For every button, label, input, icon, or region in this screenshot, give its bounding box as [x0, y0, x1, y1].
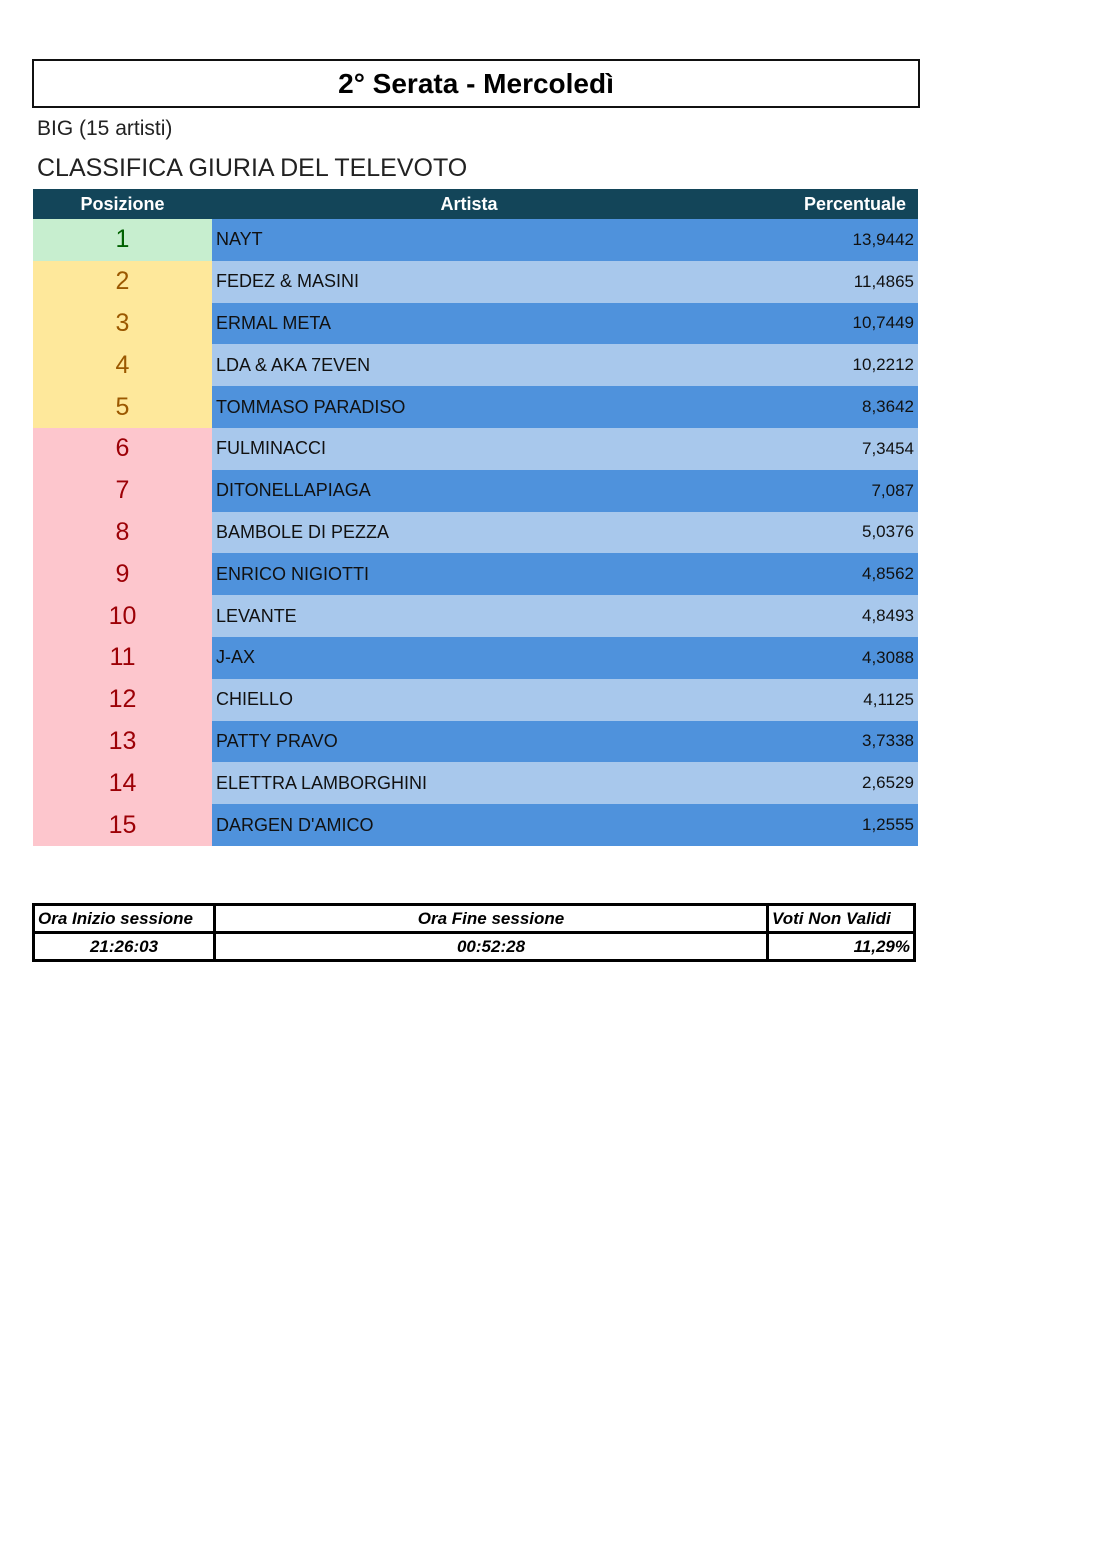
- ranking-header-row: [33, 189, 918, 219]
- row-percent: 11,4865: [853, 271, 914, 291]
- row-artist: FULMINACCI: [216, 438, 327, 459]
- table-row: [33, 721, 918, 763]
- row-position: 14: [33, 762, 212, 804]
- row-percent: 2,6529: [862, 773, 914, 793]
- row-percent: 4,3088: [862, 647, 914, 667]
- session-info-table: [32, 903, 916, 962]
- row-artist: FEDEZ & MASINI: [216, 271, 360, 292]
- session-start-label: Ora Inizio sessione: [34, 905, 215, 933]
- row-percent: 10,7449: [852, 313, 914, 333]
- table-row: [33, 553, 918, 595]
- table-row: [33, 679, 918, 721]
- row-artist: BAMBOLE DI PEZZA: [216, 521, 390, 542]
- row-position: 7: [33, 470, 212, 512]
- table-row: [33, 261, 918, 303]
- row-percent: 4,8562: [862, 564, 914, 584]
- row-position: 6: [33, 428, 212, 470]
- row-position: 8: [33, 512, 212, 554]
- session-start-value: 21:26:03: [34, 933, 215, 961]
- row-artist: NAYT: [216, 229, 263, 250]
- session-end-label: Ora Fine sessione: [215, 905, 768, 933]
- table-row: [33, 428, 918, 470]
- row-position: 9: [33, 553, 212, 595]
- table-row: [33, 386, 918, 428]
- row-position: 4: [33, 344, 212, 386]
- table-row: [33, 762, 918, 804]
- row-position: 10: [33, 595, 212, 637]
- row-percent: 7,087: [871, 480, 914, 500]
- table-row: [33, 512, 918, 554]
- table-row: [33, 470, 918, 512]
- header-position: Posizione: [80, 193, 165, 214]
- row-position: 3: [33, 303, 212, 345]
- row-artist: ELETTRA LAMBORGHINI: [216, 772, 428, 793]
- row-percent: 7,3454: [862, 438, 914, 458]
- row-artist: J-AX: [216, 647, 256, 668]
- row-artist: DITONELLAPIAGA: [216, 480, 371, 501]
- row-percent: 3,7338: [862, 731, 914, 751]
- row-artist: ERMAL META: [216, 312, 332, 333]
- row-artist: PATTY PRAVO: [216, 730, 338, 751]
- row-percent: 4,1125: [863, 689, 914, 709]
- row-percent: 13,9442: [852, 229, 914, 249]
- row-artist: LDA & AKA 7EVEN: [216, 354, 371, 375]
- row-position: 1: [33, 219, 212, 261]
- session-end-value: 00:52:28: [215, 933, 768, 961]
- row-artist: DARGEN D'AMICO: [216, 814, 374, 835]
- header-artist: Artista: [440, 193, 498, 214]
- row-position: 2: [33, 261, 212, 303]
- row-percent: 1,2555: [862, 815, 914, 835]
- page-title: 2° Serata - Mercoledì: [32, 59, 920, 108]
- row-position: 5: [33, 386, 212, 428]
- category-subtitle: BIG (15 artisti): [37, 117, 173, 140]
- row-artist: ENRICO NIGIOTTI: [216, 563, 369, 584]
- row-artist: TOMMASO PARADISO: [216, 396, 406, 417]
- row-position: 15: [33, 804, 212, 846]
- table-row: [33, 219, 918, 261]
- row-position: 13: [33, 721, 212, 763]
- row-position: 11: [33, 637, 212, 679]
- header-percent: Percentuale: [803, 193, 906, 214]
- table-row: [33, 637, 918, 679]
- row-artist: CHIELLO: [216, 689, 294, 710]
- table-row: [33, 344, 918, 386]
- row-percent: 10,2212: [852, 355, 914, 375]
- table-row: [33, 595, 918, 637]
- table-row: [33, 303, 918, 345]
- row-percent: 4,8493: [862, 606, 914, 626]
- invalid-votes-value: 11,29%: [768, 933, 915, 961]
- row-position: 12: [33, 679, 212, 721]
- invalid-votes-label: Voti Non Validi: [768, 905, 915, 933]
- row-percent: 5,0376: [862, 522, 914, 542]
- table-row: [33, 804, 918, 846]
- ranking-heading: CLASSIFICA GIURIA DEL TELEVOTO: [37, 154, 468, 182]
- row-artist: LEVANTE: [216, 605, 297, 626]
- row-percent: 8,3642: [862, 397, 914, 417]
- ranking-table: [33, 189, 918, 846]
